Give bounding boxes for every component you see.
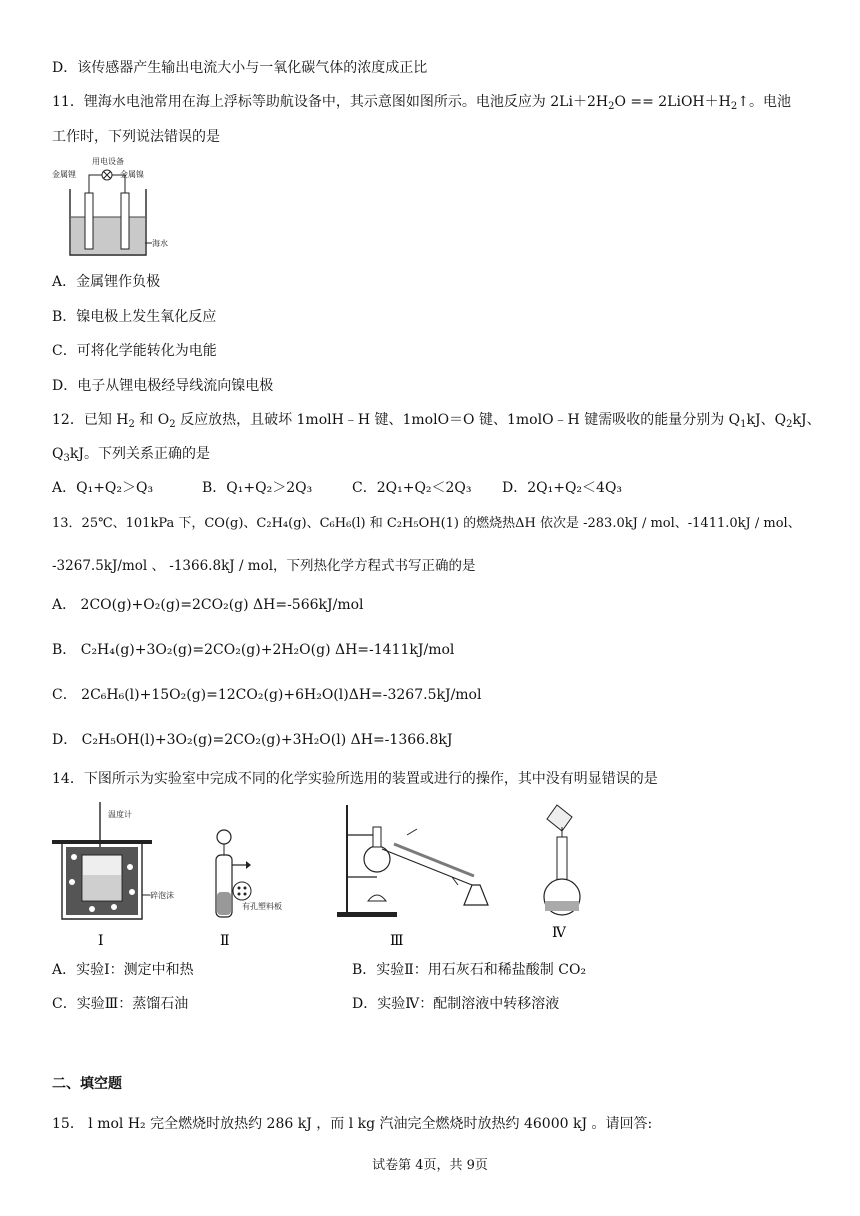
apparatus-2: [216, 830, 282, 949]
q12-option-d: D．2Q₁+Q₂＜4Q₃: [502, 480, 623, 496]
q11-option-b: B．镍电极上发生氧化反应: [52, 309, 217, 325]
q14-option-c: C．实验Ⅲ：蒸馏石油: [52, 996, 189, 1012]
q11-option-c: C．可将化学能转化为电能: [52, 343, 217, 359]
q11-device-label: 用电设备: [92, 157, 124, 166]
perforated-plate-label: 有孔塑料板: [242, 902, 282, 911]
q12-option-a: A．Q₁+Q₂＞Q₃: [52, 480, 154, 496]
q12-option-c: C．2Q₁+Q₂＜2Q₃: [352, 480, 472, 496]
q11-water-label: 海水: [152, 239, 168, 248]
section-heading: 二、填空题: [52, 1076, 122, 1092]
q13-option-c: C． 2C₆H₆(l)+15O₂(g)=12CO₂(g)+6H₂O(l)ΔH=-3267.5kJ/mol: [52, 687, 482, 703]
q11-battery-figure: [52, 155, 168, 265]
thermometer-label: 温度计: [108, 810, 132, 819]
q14-option-a: A．实验Ⅰ：测定中和热: [52, 962, 194, 978]
q11-ni-label: 金属镍: [120, 170, 144, 179]
q11-option-a: A．金属锂作负极: [52, 274, 161, 290]
apparatus-4: [544, 805, 580, 941]
q11-option-d: D．电子从锂电极经导线流向镍电极: [52, 378, 274, 394]
q13-stem-line2: -3267.5kJ/mol 、 -1366.8kJ / mol，下列热化学方程式书写正确的是: [52, 558, 476, 574]
q11-stem-line2: 工作时，下列说法错误的是: [52, 129, 220, 145]
q13-stem-line1: 13．25℃、101kPa 下，CO(g)、C₂H₄(g)、C₆H₆(l) 和 C₂H₅OH(1) 的燃烧热ΔH 依次是 -283.0kJ / mol、-1411.0kJ / mol、: [52, 516, 801, 531]
q14-option-b: B．实验Ⅱ：用石灰石和稀盐酸制 CO₂: [352, 962, 587, 978]
q13-option-a: A． 2CO(g)+O₂(g)=2CO₂(g) ΔH=-566kJ/mol: [52, 597, 364, 613]
apparatus-1: [52, 802, 174, 949]
q11-stem-line1: 11．锂海水电池常用在海上浮标等助航设备中，其示意图如图所示。电池反应为 $2Li+2H_2O$ == $2LiOH+H_2↑$。电池: [52, 94, 791, 112]
q12-stem-line2: $Q_3kJ$。下列关系正确的是: [52, 446, 210, 464]
apparatus-3: [337, 805, 488, 949]
numeral-3: Ⅲ: [390, 933, 404, 949]
numeral-2: Ⅱ: [220, 933, 230, 949]
q13-option-d: D． C₂H₅OH(l)+3O₂(g)=2CO₂(g)+3H₂O(l) ΔH=-1366.8kJ: [52, 732, 453, 748]
q10-option-d: D．该传感器产生输出电流大小与一氧化碳气体的浓度成正比: [52, 60, 428, 76]
q12-option-b: B．Q₁+Q₂＞2Q₃: [202, 480, 313, 496]
numeral-1: Ⅰ: [98, 933, 104, 949]
q14-stem: 14．下图所示为实验室中完成不同的化学实验所选用的装置或进行的操作，其中没有明显错误的是: [52, 771, 658, 787]
q12-stem-line1: 12．已知 $H_2$ 和 $O_2$ 反应放热，且破坏 1molH﹣H 键、1molO＝O 键、1molO﹣H 键需吸收的能量分别为 $Q_1kJ$、$Q_2kJ$、: [52, 412, 821, 430]
q14-option-d: D．实验Ⅳ：配制溶液中转移溶液: [352, 996, 560, 1012]
numeral-4: Ⅳ: [552, 925, 566, 941]
page-footer: 试卷第 4页，共 9页: [372, 1158, 488, 1173]
q13-option-b: B． C₂H₄(g)+3O₂(g)=2CO₂(g)+2H₂O(g) ΔH=-1411kJ/mol: [52, 642, 455, 658]
foam-label: 碎泡沫: [150, 891, 174, 900]
q14-apparatus-figure: [52, 797, 612, 952]
q11-li-label: 金属锂: [52, 170, 76, 179]
q15-stem: 15． l mol H₂ 完全燃烧时放热约 286 kJ ，而 l kg 汽油完全燃烧时放热约 46000 kJ 。请回答:: [52, 1116, 653, 1132]
